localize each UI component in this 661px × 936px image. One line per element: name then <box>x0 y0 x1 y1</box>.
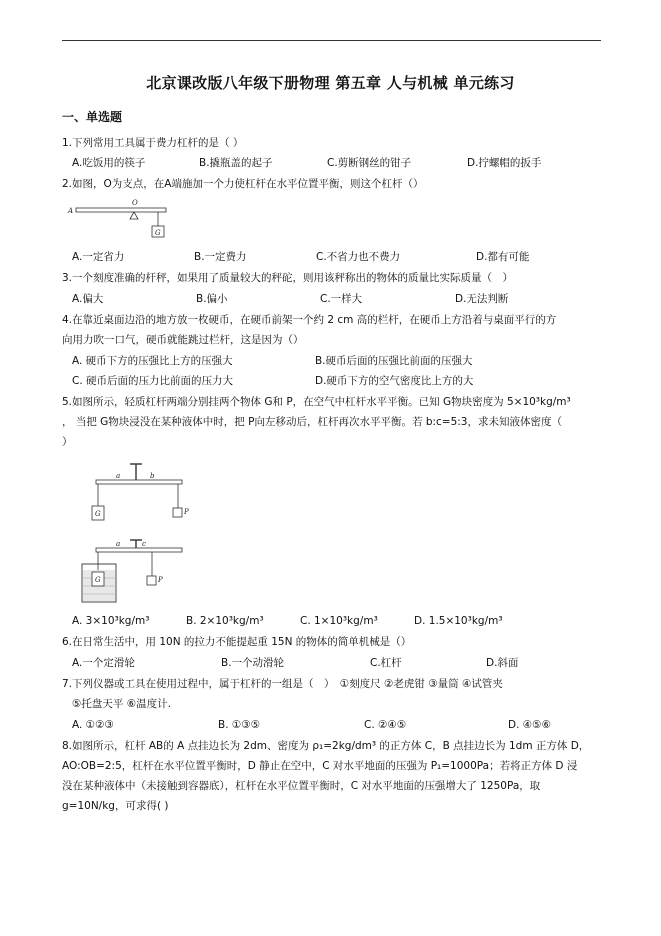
q1-option-b[interactable]: B.撬瓶盖的起子 <box>199 157 273 169</box>
q7-stem-line1: 7.下列仪器或工具在使用过程中，属于杠杆的一组是（ ） ①刻度尺 ②老虎钳 ③量筒 ④试管夹 <box>62 678 503 690</box>
q1-option-a[interactable]: A.吃饭用的筷子 <box>72 157 146 169</box>
q5-label-p-top: P <box>184 508 189 516</box>
q1-stem: 1.下列常用工具属于费力杠杆的是（ ） <box>62 137 244 149</box>
q4-option-d[interactable]: D.硬币下方的空气密度比上方的大 <box>315 375 474 387</box>
q7-option-a[interactable]: A. ①②③ <box>72 719 114 731</box>
q5-stem-line1: 5.如图所示，轻质杠杆两端分别挂两个物体 G和 P，在空气中杠杆水平平衡。已知 G物块密度为 5×10³kg/m³ <box>62 396 571 408</box>
q8-stem-line2: AO:OB=2:5，杠杆在水平位置平衡时，D 静止在空中，C 对水平地面的压强为 P₁=1000Pa；若将正方体 D 浸 <box>62 760 578 772</box>
q5-figure-air <box>80 462 190 532</box>
q6-option-b[interactable]: B.一个动滑轮 <box>221 657 285 669</box>
q7-option-c[interactable]: C. ②④⑤ <box>364 719 407 731</box>
q2-option-d[interactable]: D.都有可能 <box>476 251 530 263</box>
q3-option-a[interactable]: A.偏大 <box>72 293 104 305</box>
q8-stem-line1: 8.如图所示，杠杆 AB的 A 点挂边长为 2dm、密度为 ρ₁=2kg/dm³ 的正方体 C，B 点挂边长为 1dm 正方体 D， <box>62 740 590 752</box>
q5-label-g-bottom: G <box>95 576 101 584</box>
section-heading: 一、单选题 <box>62 110 123 124</box>
q2-fulcrum-icon <box>130 212 138 219</box>
q2-label-o: O <box>132 199 138 207</box>
q5-lever-bar-bottom <box>96 548 182 552</box>
q5-stem-line3: ） <box>62 436 73 448</box>
q4-stem-line1: 4.在靠近桌面边沿的地方放一枚硬币，在硬币前架一个约 2 cm 高的栏杆，在硬币上方沿着与桌面平行的方 <box>62 314 557 326</box>
q2-stem: 2.如图，O为支点，在A端施加一个力使杠杆在水平位置平衡，则这个杠杆（） <box>62 178 424 190</box>
q6-stem: 6.在日常生活中，用 10N 的拉力不能提起重 15N 的物体的简单机械是（） <box>62 636 412 648</box>
q5-label-a-bottom: a <box>116 540 121 548</box>
q6-option-d[interactable]: D.斜面 <box>486 657 519 669</box>
q2-lever-figure <box>66 196 176 240</box>
q5-weight-p-top <box>173 508 182 517</box>
q8-stem-line4: g=10N/kg，可求得( ) <box>62 800 169 812</box>
q7-stem-line2: ⑤托盘天平 ⑥温度计. <box>72 698 172 710</box>
q3-option-d[interactable]: D.无法判断 <box>455 293 509 305</box>
q4-option-c[interactable]: C. 硬币后面的压力比前面的压力大 <box>72 375 234 387</box>
q2-label-a: A <box>68 207 74 215</box>
q4-option-b[interactable]: B.硬币后面的压强比前面的压强大 <box>315 355 473 367</box>
q1-option-d[interactable]: D.拧螺帽的扳手 <box>467 157 542 169</box>
q5-figure-liquid <box>80 538 190 606</box>
q6-option-a[interactable]: A.一个定滑轮 <box>72 657 135 669</box>
q5-option-b[interactable]: B. 2×10³kg/m³ <box>186 615 264 627</box>
q2-label-g: G <box>155 229 161 237</box>
q5-label-p-bottom: P <box>158 576 163 584</box>
q5-weight-p-bottom <box>147 576 156 585</box>
q6-option-c[interactable]: C.杠杆 <box>370 657 402 669</box>
q3-option-b[interactable]: B.偏小 <box>196 293 228 305</box>
q7-option-b[interactable]: B. ①③⑤ <box>218 719 261 731</box>
q2-option-c[interactable]: C.不省力也不费力 <box>316 251 401 263</box>
q5-label-a-top: a <box>116 472 121 480</box>
q5-option-a[interactable]: A. 3×10³kg/m³ <box>72 615 150 627</box>
q5-label-c-bottom: c <box>142 540 146 548</box>
q4-option-a[interactable]: A. 硬币下方的压强比上方的压强大 <box>72 355 233 367</box>
q5-label-g-top: G <box>95 510 101 518</box>
header-rule <box>62 40 601 41</box>
q5-option-d[interactable]: D. 1.5×10³kg/m³ <box>414 615 503 627</box>
q2-option-b[interactable]: B.一定费力 <box>194 251 247 263</box>
q3-stem: 3.一个刻度准确的杆秤，如果用了质量较大的秤砣，则用该秤称出的物体的质量比实际质量（ ） <box>62 272 514 284</box>
q5-lever-bar-top <box>96 480 182 484</box>
q3-option-c[interactable]: C.一样大 <box>320 293 363 305</box>
q2-lever-bar <box>76 208 166 212</box>
q5-option-c[interactable]: C. 1×10³kg/m³ <box>300 615 378 627</box>
q4-stem-line2: 向用力吹一口气，硬币就能跳过栏杆，这是因为（） <box>62 334 304 346</box>
document-title: 北京课改版八年级下册物理 第五章 人与机械 单元练习 <box>146 74 515 92</box>
q8-stem-line3: 没在某种液体中（未接触到容器底），杠杆在水平位置平衡时，C 对水平地面的压强增大了 1250Pa，取 <box>62 780 541 792</box>
q1-option-c[interactable]: C.剪断钢丝的钳子 <box>327 157 412 169</box>
q5-stem-line2: ， 当把 G物块浸没在某种液体中时，把 P向左移动后，杠杆再次水平平衡。若 b:c=5:3，求未知液体密度（ <box>62 416 562 428</box>
q2-option-a[interactable]: A.一定省力 <box>72 251 125 263</box>
q7-option-d[interactable]: D. ④⑤⑥ <box>508 719 551 731</box>
q5-label-b-top: b <box>150 472 155 480</box>
